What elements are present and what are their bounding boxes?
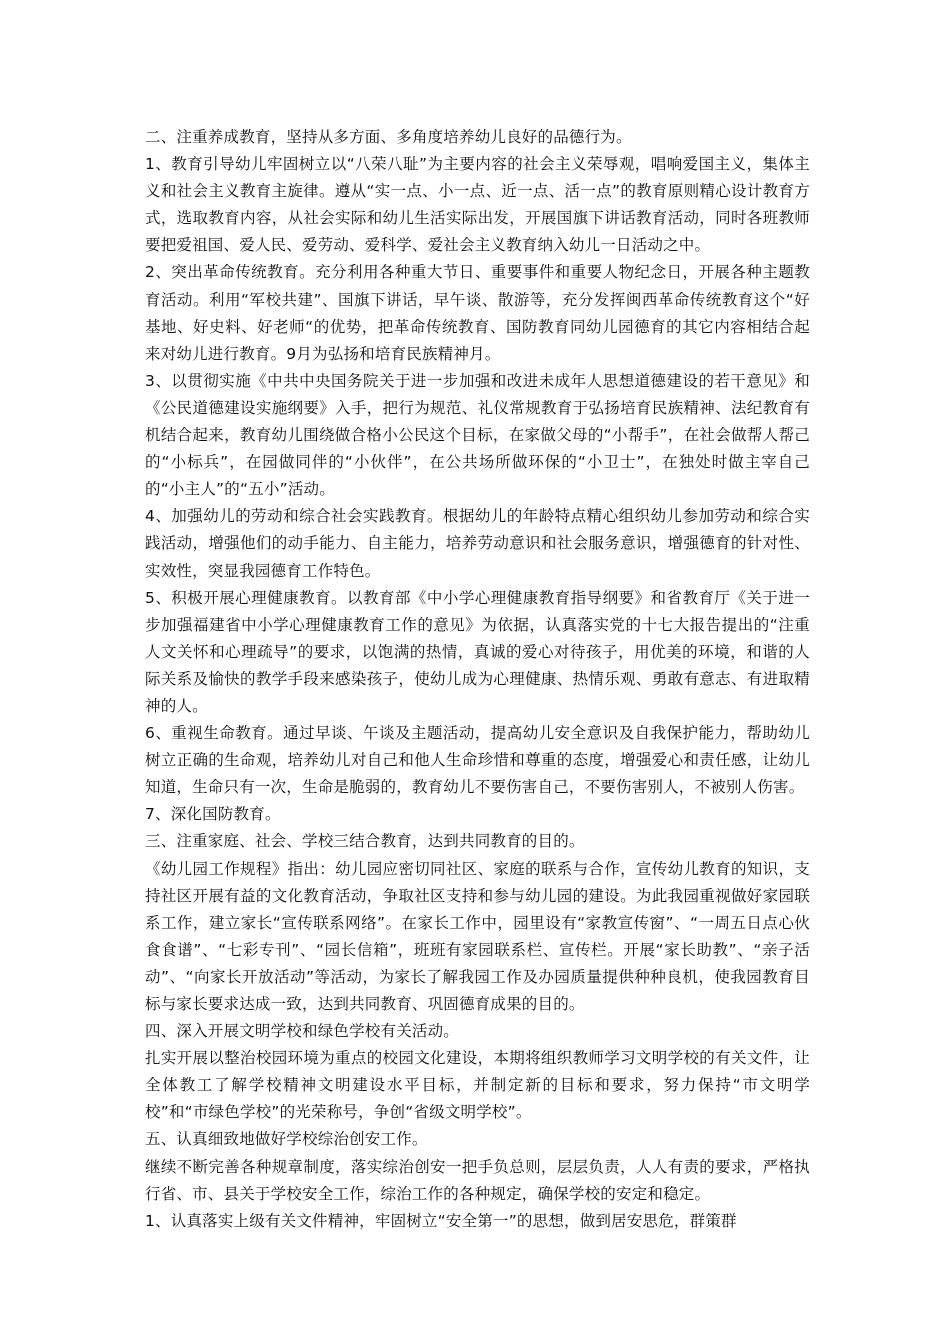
- paragraph: 扎实开展以整治校园环境为重点的校园文化建设，本期将组织教师学习文明学校的有关文件，让全体教工了解学校精神文明建设水平目标，并制定新的目标和要求，努力保持“市文明学校”和“市绿色学校”的光荣称号，争创“省级文明学校”。: [145, 1049, 810, 1122]
- paragraph: 7、深化国防教育。: [145, 805, 281, 824]
- section-heading: 三、注重家庭、社会、学校三结合教育，达到共同教育的目的。: [145, 832, 585, 851]
- paragraph: 5、积极开展心理健康教育。以教育部《中小学心理健康教育指导纲要》和省教育厅《关于进一步加强福建省中小学心理健康教育工作的意见》为依据，认真落实党的十七大报告提出的“注重人文关怀和心理疏导”的要求，以饱满的热情，真诚的爱心对待孩子，用优美的环境，和谐的人际关系及愉快的教学手段来感染孩子，使幼儿成为心理健康、热情乐观、勇敢有意志、有进取精神的人。: [145, 588, 810, 715]
- section-heading: 二、注重养成教育，坚持从多方面、多角度培养幼儿良好的品德行为。: [145, 128, 632, 146]
- section-heading: 四、深入开展文明学校和绿色学校有关活动。: [145, 1022, 460, 1041]
- document-body: [145, 124, 810, 1235]
- paragraph: 6、重视生命教育。通过早谈、午谈及主题活动，提高幼儿安全意识及自我保护能力，帮助幼儿树立正确的生命观，培养幼儿对自己和他人生命珍惜和尊重的态度，增强爱心和责任感，让幼儿知道，生命只有一次，生命是脆弱的，教育幼儿不要伤害自己，不要伤害别人，不被别人伤害。: [145, 724, 810, 797]
- paragraph: 继续不断完善各种规章制度，落实综治创安一把手负总则，层层负责，人人有责的要求，严格执行省、市、县关于学校安全工作，综治工作的各种规定，确保学校的安定和稳定。: [145, 1157, 810, 1203]
- section-heading: 五、认真细致地做好学校综治创安工作。: [145, 1130, 428, 1149]
- paragraph: 2、突出革命传统教育。充分利用各种重大节日、重要事件和重要人物纪念日，开展各种主题教育活动。利用“军校共建”、国旗下讲话，早午谈、散游等，充分发挥闽西革命传统教育这个“好基地、好史料、好老师“的优势，把革命传统教育、国防教育同幼儿园德育的其它内容相结合起来对幼儿进行教育。9月为弘扬和培育民族精神月。: [145, 263, 810, 363]
- paragraph: 1、教育引导幼儿牢固树立以“八荣八耻”为主要内容的社会主义荣辱观，唱响爱国主义，集体主义和社会主义教育主旋律。遵从“实一点、小一点、近一点、活一点”的教育原则精心设计教育方式，选取教育内容，从社会实际和幼儿生活实际出发，开展国旗下讲话教育活动，同时各班教师要把爱祖国、爱人民、爱劳动、爱科学、爱社会主义教育纳入幼儿一日活动之中。: [145, 155, 810, 255]
- paragraph: 4、加强幼儿的劳动和综合社会实践教育。根据幼儿的年龄特点精心组织幼儿参加劳动和综合实践活动，增强他们的动手能力、自主能力，培养劳动意识和社会服务意识，增强德育的针对性、实效性，突显我园德育工作特色。: [145, 507, 810, 580]
- paragraph: 3、以贯彻实施《中共中央国务院关于进一步加强和改进未成年人思想道德建设的若干意见》和《公民道德建设实施纲要》入手，把行为规范、礼仪常规教育于弘扬培育民族精神、法纪教育有机结合起来，教育幼儿围绕做合格小公民这个目标，在家做父母的“小帮手”，在社会做帮人帮己的“小标兵”，在园做同伴的“小伙伴”，在公共场所做环保的“小卫士”，在独处时做主宰自己的“小主人”的“五小”活动。: [145, 371, 810, 499]
- paragraph: 1、认真落实上级有关文件精神，牢固树立“安全第一”的思想，做到居安思危，群策群: [145, 1211, 737, 1230]
- paragraph: 《幼儿园工作规程》指出：幼儿园应密切同社区、家庭的联系与合作，宣传幼儿教育的知识，支持社区开展有益的文化教育活动，争取社区支持和参与幼儿园的建设。为此我园重视做好家园联系工作，建立家长“宣传联系网络”。在家长工作中，园里设有“家教宣传窗”、“一周五日点心伙食食谱”、“七彩专刊”、“园长信箱”，班班有家园联系栏、宣传栏。开展“家长助教”、“亲子活动”、“向家长开放活动”等活动，为家长了解我园工作及办园质量提供种种良机，使我园教育目标与家长要求达成一致，达到共同教育、巩固德育成果的目的。: [145, 859, 810, 1013]
